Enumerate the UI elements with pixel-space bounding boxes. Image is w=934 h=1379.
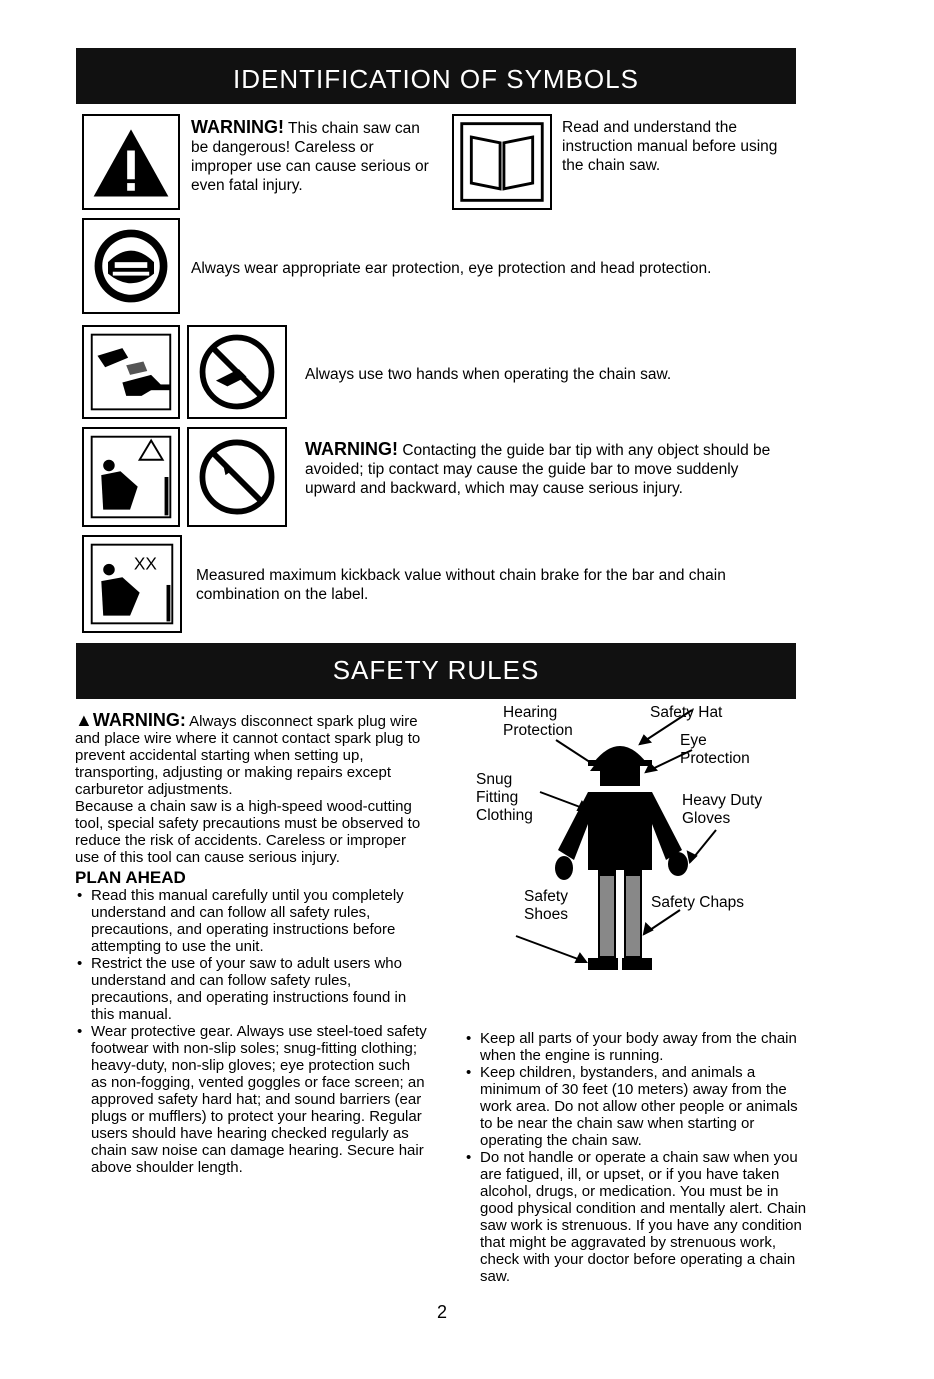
manual-symbol-text: Read and understand the instruction manual before using the chain saw.: [562, 119, 778, 174]
prohibited-icon: [189, 327, 285, 417]
label-hearing: Hearing Protection: [503, 704, 573, 739]
kickback-value-icon: [84, 537, 180, 631]
kickback-warning-title: WARNING!: [305, 439, 398, 459]
list-item: • Restrict the use of your saw to adult users who understand and can follow safety rules, precautions, and operating instructions found in this manual.: [75, 955, 427, 1023]
list-item: • Read this manual carefully until you completely understand and can follow all safety rules, precautions, and operating instructions before attempting to use the unit.: [75, 887, 427, 955]
safety-list: [464, 1030, 814, 1285]
prohibited-bar-tip-icon: [189, 429, 285, 525]
bar-tip-contact-symbol: [187, 427, 287, 527]
list-item: • Do not handle or operate a chain saw when you are fatigued, ill, or upset, or if you have taken alcohol, drugs, or medication. You must be in good physical condition and mentally alert. Chain saw work is strenuous. If you have any condition that might be aggravated by strenuous work, check with your doctor before operating a chain saw.: [464, 1149, 814, 1285]
list-item: • Wear protective gear. Always use steel-toed safety footwear with non-slip soles; snug-fitting clothing; heavy-duty, non-slip gloves; eye protection such as non-fogging, vented goggles or face screen; an approved safety hard hat; and sound barriers (ear plugs or mufflers) to protect your hearing. Regular users should have hearing checked regularly as chain saw noise can damage hearing. Secure hair above shoulder length.: [75, 1023, 427, 1176]
safety-left-column: [75, 712, 427, 1176]
label-chaps: Safety Chaps: [651, 894, 745, 911]
one-hand-prohibited-symbol: [187, 325, 287, 419]
plan-ahead-heading: PLAN AHEAD: [75, 868, 186, 887]
kickback-value-symbol: [82, 535, 182, 633]
safety-rules-banner: SAFETY RULES: [76, 643, 796, 699]
warning-small-icon: ▲: [75, 710, 93, 730]
warning-symbol-text: WARNING! This chain saw can be dangerous! Careless or improper use can cause serious or even fatal injury.: [191, 117, 429, 194]
manual-symbol: [452, 114, 552, 210]
safety-intro: Because a chain saw is a high-speed wood-cutting tool, special safety precautions must be observed to reduce the risk of accidents. Careless or improper use of this tool can cause serious injury.: [75, 798, 421, 866]
warning-title: WARNING!: [191, 117, 284, 137]
label-safety-hat: Safety Hat: [650, 704, 723, 721]
page-number: 2: [437, 1302, 448, 1322]
kickback-text: WARNING! Contacting the guide bar tip with any object should be avoided; tip contact may cause the guide bar to move suddenly upward and backward, which may cause serious injury.: [305, 439, 771, 497]
warning-symbol: [82, 114, 180, 210]
label-snug: Snug Fitting Clothing: [476, 771, 533, 824]
label-gloves: Heavy Duty Gloves: [682, 792, 763, 827]
safety-right-column: [464, 1030, 814, 1285]
head-protection-icon: [84, 220, 178, 312]
label-shoes: Safety Shoes: [524, 888, 568, 923]
kickback-symbol: [82, 427, 180, 527]
label-eye: Eye Protection: [680, 732, 750, 767]
two-hands-text: Always use two hands when operating the chain saw.: [305, 366, 672, 383]
list-item: • Keep children, bystanders, and animals a minimum of 30 feet (10 meters) away from the work area. Do not allow other people or animals to be near the chain saw when starting or operating the chain saw.: [464, 1064, 814, 1149]
kickback-value-text: Measured maximum kickback value without chain brake for the bar and chain combination on the label.: [196, 567, 726, 603]
kickback-icon: [84, 429, 178, 525]
kickback-value-badge: XX: [133, 553, 157, 574]
two-hands-icon: [84, 327, 178, 417]
safety-warning: ▲WARNING: Always disconnect spark plug wire and place wire where it cannot contact spark plug to prevent accidental starting when setting up, transporting, adjusting or making repairs except carburetor adjustments.: [75, 710, 421, 798]
book-icon: [454, 116, 550, 208]
protection-text: Always wear appropriate ear protection, eye protection and head protection.: [191, 260, 712, 277]
two-hands-symbol: [82, 325, 180, 419]
plan-ahead-list: [75, 887, 427, 1176]
list-item: • Keep all parts of your body away from the chain when the engine is running.: [464, 1030, 814, 1064]
identification-banner: IDENTIFICATION OF SYMBOLS: [76, 48, 796, 104]
protection-symbol: [82, 218, 180, 314]
warning-triangle-icon: [84, 116, 178, 208]
